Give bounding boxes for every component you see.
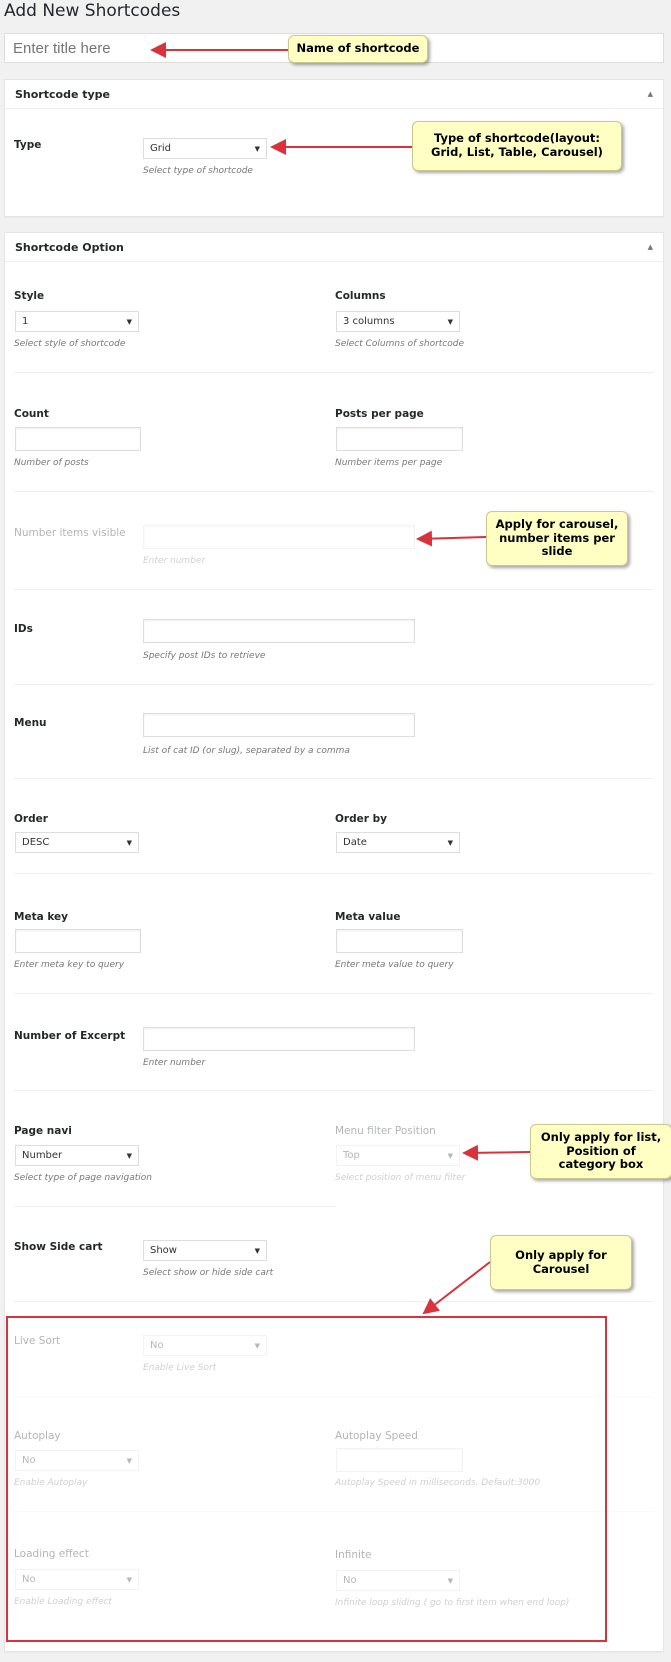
ids-description: Specify post IDs to retrieve — [143, 651, 266, 661]
page-navi-select-value: Number — [22, 1150, 63, 1161]
posts-per-page-input[interactable] — [336, 427, 463, 451]
number-items-visible-label: Number items visible — [14, 527, 126, 539]
live-sort-description: Enable Live Sort — [143, 1363, 217, 1373]
loading-effect-description: Enable Loading effect — [14, 1597, 113, 1607]
order-select[interactable] — [15, 832, 139, 853]
dropdown-arrow-icon: ▼ — [447, 1576, 453, 1585]
count-input[interactable] — [15, 427, 141, 451]
show-side-cart-label: Show Side cart — [14, 1241, 103, 1253]
separator — [14, 1206, 336, 1207]
separator — [14, 684, 654, 685]
dropdown-arrow-icon: ▼ — [254, 1246, 260, 1255]
posts-per-page-description: Number items per page — [335, 458, 443, 468]
number-of-excerpt-input[interactable] — [143, 1027, 415, 1051]
page-navi-description: Select type of page navigation — [14, 1173, 152, 1183]
order-by-select[interactable] — [336, 832, 460, 853]
menu-filter-position-select[interactable] — [336, 1145, 460, 1166]
collapse-toggle-icon[interactable]: ▲ — [647, 90, 653, 98]
menu-filter-position-label: Menu filter Position — [335, 1125, 436, 1137]
dropdown-arrow-icon: ▼ — [126, 838, 132, 847]
carousel-highlight-box — [6, 1316, 607, 1642]
dropdown-arrow-icon: ▼ — [126, 1456, 132, 1465]
order-label: Order — [14, 813, 48, 825]
callout-name-of-shortcode: Name of shortcode — [288, 35, 428, 63]
autoplay-label: Autoplay — [14, 1430, 61, 1442]
dropdown-arrow-icon: ▼ — [126, 317, 132, 326]
menu-description: List of cat ID (or slug), separated by a comma — [143, 746, 350, 756]
ids-label: IDs — [14, 623, 33, 635]
dropdown-arrow-icon: ▼ — [254, 144, 260, 153]
autoplay-select-value: No — [22, 1455, 36, 1466]
show-side-cart-select[interactable] — [143, 1240, 267, 1261]
order-by-select-value: Date — [343, 837, 367, 848]
ids-input[interactable] — [143, 619, 415, 643]
order-by-label: Order by — [335, 813, 387, 825]
type-description: Select type of shortcode — [143, 166, 253, 176]
shortcode-option-title: Shortcode Option — [15, 240, 124, 254]
menu-label: Menu — [14, 717, 47, 729]
autoplay-speed-description: Autoplay Speed in milliseconds. Default:3000 — [335, 1478, 541, 1488]
dropdown-arrow-icon: ▼ — [447, 1151, 453, 1160]
show-side-cart-select-value: Show — [150, 1245, 177, 1256]
separator — [14, 993, 654, 994]
columns-select-value: 3 columns — [343, 316, 395, 327]
number-items-visible-input[interactable] — [143, 525, 415, 549]
page-navi-label: Page navi — [14, 1125, 72, 1137]
shortcode-type-header[interactable] — [5, 80, 663, 109]
meta-value-description: Enter meta value to query — [335, 960, 454, 970]
shortcode-option-header[interactable] — [5, 233, 663, 262]
infinite-select-value: No — [343, 1575, 357, 1586]
style-label: Style — [14, 290, 45, 302]
type-select-value: Grid — [150, 143, 171, 154]
style-description: Select style of shortcode — [14, 339, 126, 349]
shortcode-type-title: Shortcode type — [15, 87, 110, 101]
number-of-excerpt-label: Number of Excerpt — [14, 1030, 126, 1042]
count-label: Count — [14, 408, 49, 420]
live-sort-label: Live Sort — [14, 1335, 61, 1347]
columns-label: Columns — [335, 290, 386, 302]
callout-apply-for-carousel: Apply for carousel, number items per slide — [486, 511, 628, 566]
autoplay-description: Enable Autoplay — [14, 1478, 88, 1488]
infinite-label: Infinite — [335, 1549, 372, 1561]
collapse-toggle-icon[interactable]: ▲ — [647, 243, 653, 251]
dropdown-arrow-icon: ▼ — [126, 1575, 132, 1584]
live-sort-select-value: No — [150, 1340, 164, 1351]
separator — [14, 873, 654, 874]
callout-type-of-shortcode: Type of shortcode(layout: Grid, List, Table, Carousel) — [412, 121, 622, 171]
columns-select[interactable] — [336, 311, 460, 332]
separator — [14, 372, 654, 373]
posts-per-page-label: Posts per page — [335, 408, 424, 420]
autoplay-speed-label: Autoplay Speed — [335, 1430, 418, 1442]
type-label: Type — [14, 139, 42, 151]
loading-effect-select-value: No — [22, 1574, 36, 1585]
type-select[interactable] — [143, 138, 267, 159]
loading-effect-label: Loading effect — [14, 1548, 89, 1560]
meta-key-description: Enter meta key to query — [14, 960, 125, 970]
menu-filter-position-description: Select position of menu filter — [335, 1173, 466, 1183]
count-description: Number of posts — [14, 458, 89, 468]
show-side-cart-description: Select show or hide side cart — [143, 1268, 274, 1278]
number-of-excerpt-description: Enter number — [143, 1058, 206, 1068]
page-navi-select[interactable] — [15, 1145, 139, 1166]
dropdown-arrow-icon: ▼ — [126, 1151, 132, 1160]
number-items-visible-description: Enter number — [143, 556, 206, 566]
dropdown-arrow-icon: ▼ — [254, 1341, 260, 1350]
meta-value-input[interactable] — [336, 929, 463, 953]
dropdown-arrow-icon: ▼ — [447, 838, 453, 847]
separator — [14, 491, 654, 492]
dropdown-arrow-icon: ▼ — [447, 317, 453, 326]
page-title: Add New Shortcodes — [4, 1, 181, 21]
menu-filter-position-select-value: Top — [343, 1150, 360, 1161]
separator — [14, 589, 654, 590]
separator — [14, 1090, 654, 1091]
callout-only-apply-for-list: Only apply for list, Position of category box — [530, 1124, 671, 1179]
meta-key-input[interactable] — [15, 929, 141, 953]
infinite-description: Infinite loop sliding ( go to first item when end loop) — [335, 1598, 570, 1608]
callout-only-apply-for-carousel: Only apply for Carousel — [490, 1235, 632, 1290]
meta-key-label: Meta key — [14, 911, 68, 923]
order-select-value: DESC — [22, 837, 50, 848]
columns-description: Select Columns of shortcode — [335, 339, 465, 349]
separator — [14, 1301, 654, 1302]
separator — [14, 778, 654, 779]
style-select-value: 1 — [22, 316, 29, 327]
meta-value-label: Meta value — [335, 911, 401, 923]
menu-input[interactable] — [143, 713, 415, 737]
style-select[interactable] — [15, 311, 139, 332]
